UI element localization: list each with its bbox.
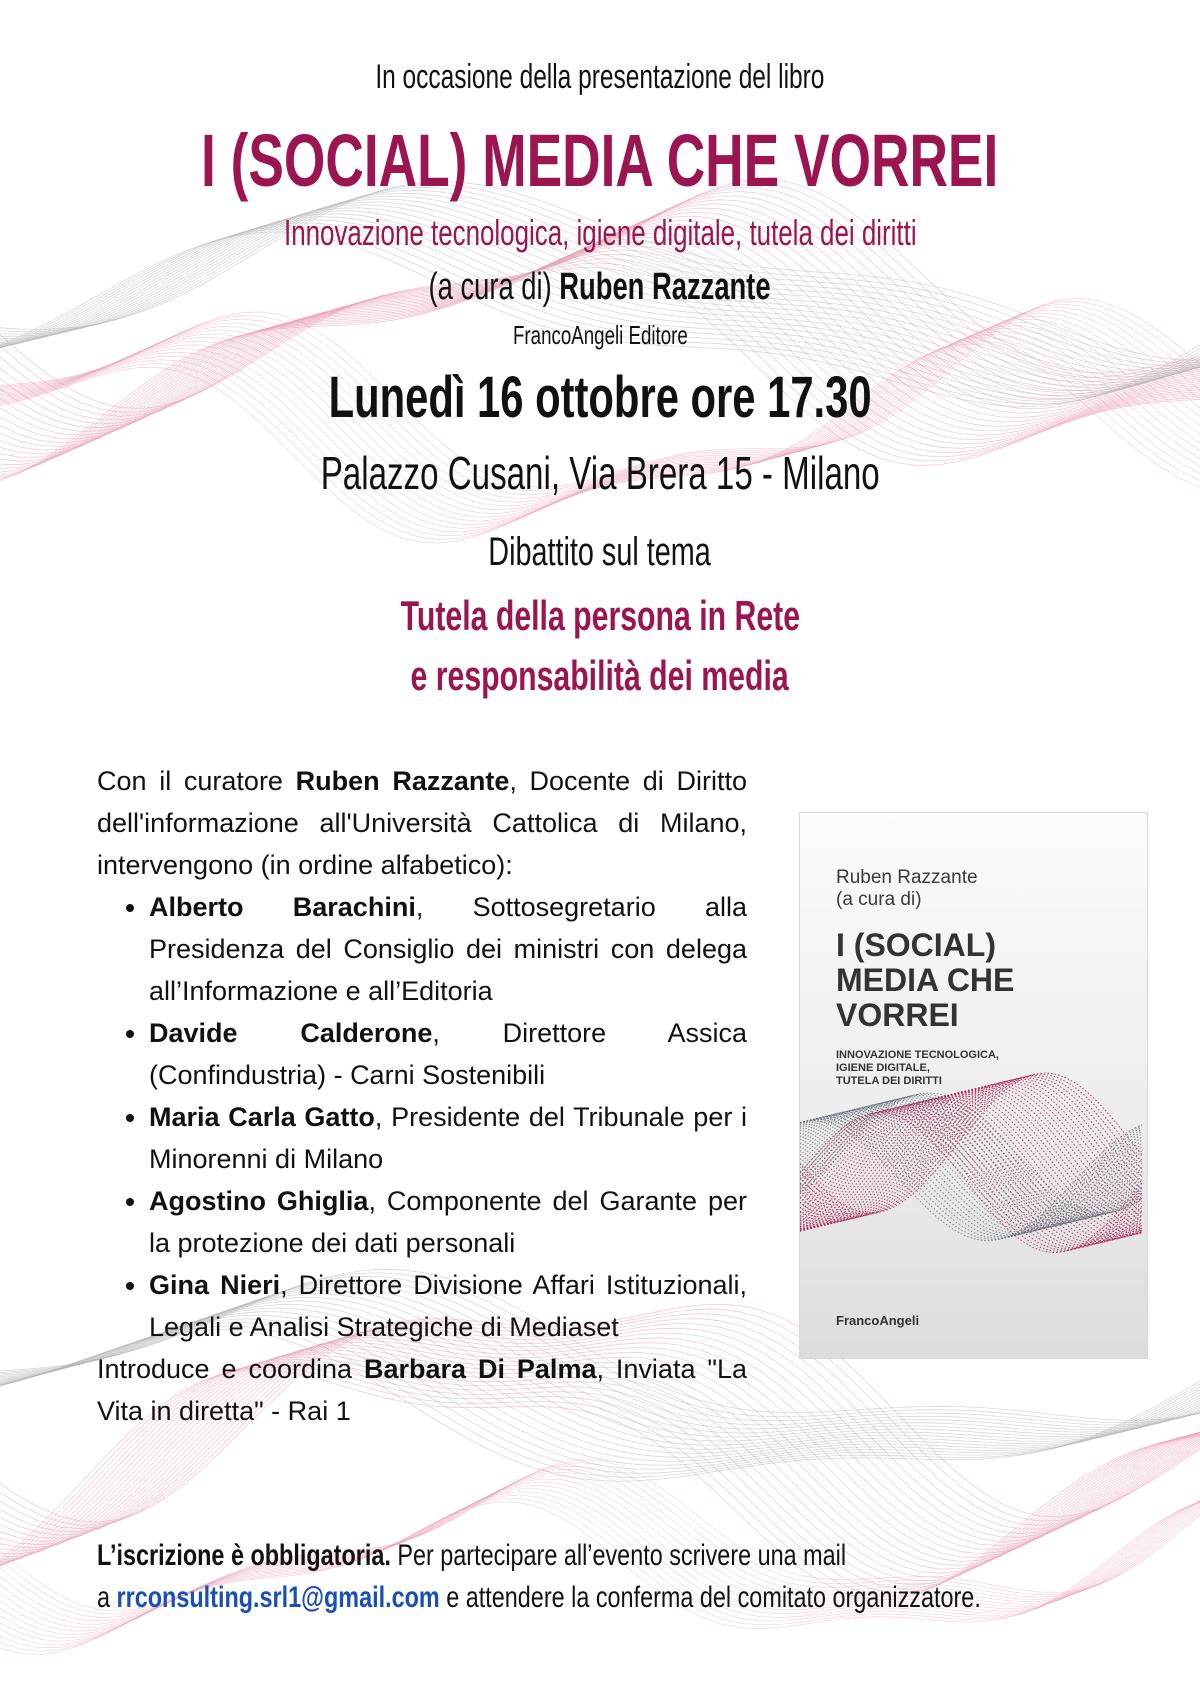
event-venue: Palazzo Cusani, Via Brera 15 - Milano [320, 447, 880, 499]
speaker-item: • Alberto Barachini, Sottosegretario alla Presidenza del Consiglio dei ministri con delega all’Informazione e all’Editoria [149, 886, 747, 1012]
book-subtitle: Innovazione tecnologica, igiene digitale, tutela dei diritti [283, 212, 917, 253]
curator-line: (a cura di) Ruben Razzante [428, 266, 772, 308]
speaker-item: • Agostino Ghiglia, Componente del Garante per la protezione dei dati personali [149, 1180, 747, 1264]
cover-title: I (SOCIAL) MEDIA CHE VORREI [836, 927, 1015, 1033]
publisher: FrancoAngeli Editore [512, 320, 688, 350]
contact-email-link[interactable]: rrconsulting.srl1@gmail.com [116, 1581, 440, 1614]
speaker-item: • Gina Nieri, Direttore Divisione Affari Istituzionali, Legali e Analisi Strategiche di Mediaset [149, 1264, 747, 1348]
book-cover-image [800, 813, 1147, 1358]
speaker-item: • Davide Calderone, Direttore Assica (Confindustria) - Carni Sostenibili [149, 1012, 747, 1096]
event-date: Lunedì 16 ottobre ore 17.30 [328, 365, 872, 430]
debate-label: Dibattito sul tema [488, 530, 712, 574]
speakers-intro: Con il curatore Ruben Razzante, Docente di Diritto dell'informazione all'Università Cattolica di Milano, intervengono (in ordine alfabetico): [97, 766, 747, 880]
debate-theme-line2: e responsabilità dei media [410, 652, 790, 699]
cover-publisher: FrancoAngeli [836, 1313, 920, 1328]
moderator-line: Introduce e coordina Barbara Di Palma, Inviata "La Vita in diretta" - Rai 1 [97, 1354, 748, 1426]
speakers-section [97, 760, 747, 1432]
speaker-item: • Maria Carla Gatto, Presidente del Tribunale per i Minorenni di Milano [149, 1096, 747, 1180]
intro-line: In occasione della presentazione del libro [375, 58, 825, 96]
cover-author: Ruben Razzante (a cura di) [836, 867, 978, 910]
cover-subtitle: INNOVAZIONE TECNOLOGICA, IGIENE DIGITALE, TUTELA DEI DIRITTI [836, 1049, 999, 1087]
speakers-list [97, 886, 747, 1348]
debate-theme-line1: Tutela della persona in Rete [400, 592, 800, 639]
book-title: I (SOCIAL) MEDIA CHE VORREI [201, 119, 999, 202]
curator-name: Ruben Razzante [559, 266, 772, 308]
registration-note: L’iscrizione è obbligatoria. Per partecipare all’evento scrivere una mail a rrconsulting.srl1@gmail.com e attendere la conferma del comitato organizzatore. [97, 1539, 981, 1614]
